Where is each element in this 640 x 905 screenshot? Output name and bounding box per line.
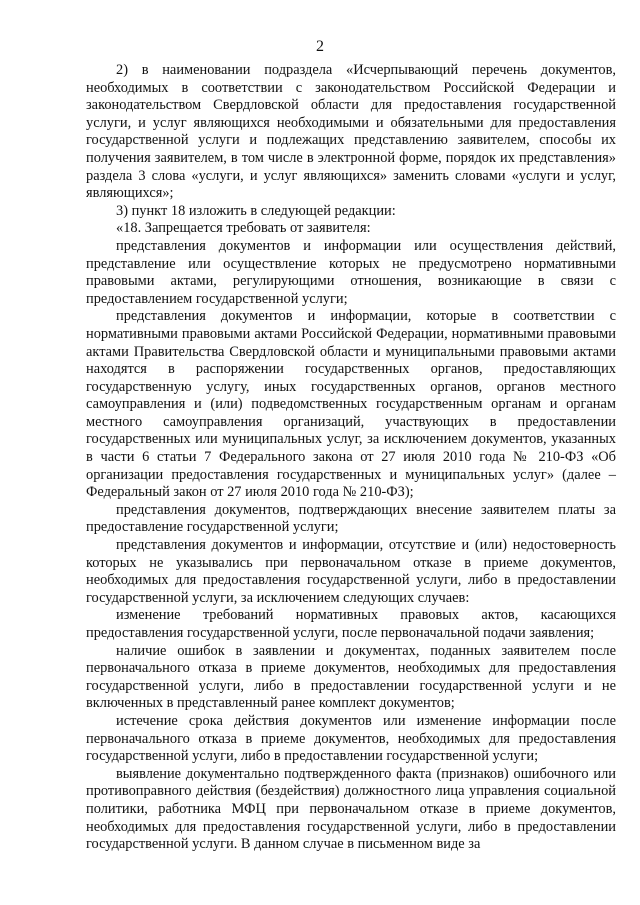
paragraph-point-18-heading: «18. Запрещается требовать от заявителя: [116,220,371,237]
paragraph-requirement-documents: представления документов и информации, которые в соответствии с нормативными правовыми актами Российской Федерации, нормативными правовыми актами Правительства Свердловской области и муниципальными правовыми актами находятся в распоряжении государственных органов, предоставляющих государственную услугу, иных государственных органов, органов местного самоуправления и (или) подведомственных государственным органам и органам местного самоуправления организаций, участвующих в предоставлении государственных или муниципальных услуг, за исключением документов, указанных в части 6 статьи 7 Федерального закона от 27 июля 2010 года № 210-ФЗ «Об организации предоставления государственных и муниципальных услуг» (далее – Федеральный закон от 27 июля 2010 года № 210-ФЗ); [86,308,616,501]
paragraph-requirement-actions: представления документов и информации или осуществления действий, представление или осуществление которых не предусмотрено нормативными правовыми актами, регулирующими отношения, возникающие в связи с предоставлением государственной услуги; [86,237,616,307]
page-number: 2 [316,38,324,55]
paragraph-requirement-payment: представления документов, подтверждающих внесение заявителем платы за предоставление государственной услуги; [86,501,616,536]
paragraph-requirement-missing-info: представления документов и информации, отсутствие и (или) недостоверность которых не указывались при первоначальном отказе в приеме документов, необходимых для предоставления государственной услуги, либо в предоставлении государственной услуги, за исключением следующих случаев: [86,537,616,606]
paragraph-exception-law-change: изменение требований нормативных правовых актов, касающихся предоставления государственной услуги, после первоначальной подачи заявления; [86,607,616,641]
document-body [86,62,616,854]
paragraph-exception-official-error: выявление документально подтвержденного факта (признаков) ошибочного или противоправного действия (бездействия) должностного лица управления социальной политики, работника МФЦ при первоначальном отказе в приеме документов, необходимых для предоставления государственной услуги, либо в предоставлении государственной услуги. В данном случае в письменном виде за [86,765,616,853]
paragraph-item-3-intro: 3) пункт 18 изложить в следующей редакции: [116,202,396,219]
paragraph-exception-errors: наличие ошибок в заявлении и документах, поданных заявителем после первоначального отказа в приеме документов, необходимых для предоставления государственной услуги, либо в предоставлении государственной услуги и не включенных в представленный ранее комплект документов; [86,642,616,712]
paragraph-exception-expiry: истечение срока действия документов или изменение информации после первоначального отказа в приеме документов, необходимых для предоставления государственной услуги, либо в предоставлении государственной услуги; [86,712,616,765]
paragraph-item-2-heading-change: 2) в наименовании подраздела «Исчерпывающий перечень документов, необходимых в соответствии с законодательством Российской Федерации и законодательством Свердловской области для предоставления государственной услуги, и услуг являющихся необходимыми и обязательными для предоставления государственной услуги и подлежащих представлению заявителем, способы их получения заявителем, в том числе в электронной форме, порядок их представления» раздела 3 слова «услуги, и услуг являющихся» заменить словами «услуги и услуг, являющихся»; [86,62,616,202]
